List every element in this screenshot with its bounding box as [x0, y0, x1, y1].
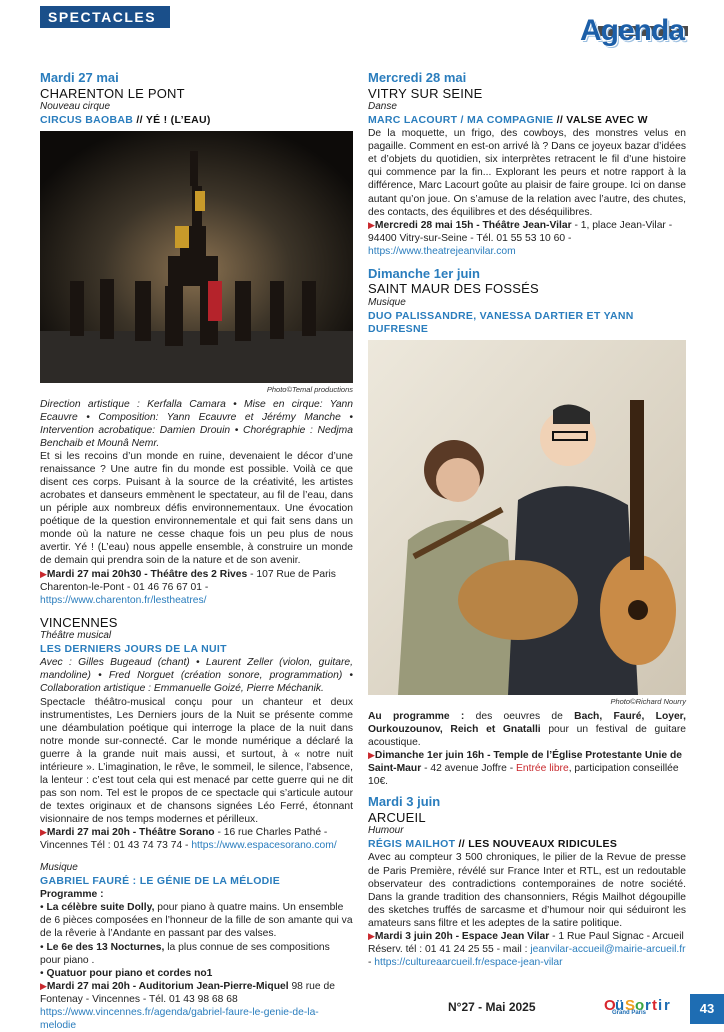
- program-label: Programme :: [40, 889, 104, 901]
- event-derniers-jours: [40, 615, 353, 853]
- event-link[interactable]: https://www.theatrejeanvilar.com: [368, 245, 516, 257]
- event-info: ▶Mardi 27 mai 20h30 - Théâtre des 2 Rives - 107 Rue de Paris Charenton-le-Pont - 01 46 76 67 01 - https://www.charenton.fr/lestheatres/: [40, 568, 336, 606]
- event-duo-palissandre: [368, 266, 686, 788]
- program-item: • Quatuor pour piano et cordes no1: [40, 967, 353, 980]
- event-city: ARCUEIL: [368, 809, 426, 825]
- event-genre: Nouveau cirque: [40, 101, 111, 113]
- event-description: De la moquette, un frigo, des cowboys, des monstres velus en pagaille. Comment en est-on arrivé là ? Dans ce joyeux bazar d’idées et d’objets du quotidien, six interprètes retracent le fil d’une histoire qui commence par la fin... Explorant les peurs et notre rapport à la différence, Marc Lacourt goûte au plaisir de faire groupe. Ici on danse autant qu’on joue. On s’amuse de la relation avec l’autre, des chutes, des contacts, des équilibres et des déséquilibres.: [368, 128, 686, 218]
- event-genre: Musique: [40, 862, 78, 874]
- event-title: MARC LACOURT / MA COMPAGNIE // VALSE AVEC W: [368, 113, 648, 126]
- event-link[interactable]: https://www.espacesorano.com/: [191, 840, 337, 852]
- arrow-icon: ▶: [368, 750, 375, 761]
- event-city: SAINT MAUR DES FOSSÉS: [368, 281, 539, 297]
- page-number: 43: [690, 994, 724, 1024]
- event-info: ▶Mercredi 28 mai 15h - Théâtre Jean-Vilar - 1, place Jean-Vilar - 94400 Vitry-sur-Seine - Tél. 01 55 53 10 60 - https://www.theatrejeanvilar.com: [368, 219, 673, 257]
- event-genre: Danse: [368, 101, 397, 113]
- event-regis-mailhot: [368, 794, 686, 969]
- event-city: VITRY SUR SEINE: [368, 85, 483, 101]
- event-credits: Avec : Gilles Bugeaud (chant) • Laurent Zeller (violon, guitare, mandoline) • Fred Norguet (création sonore, programmation) • Collaboration artistique : Emmanuelle Goizé, Pierre Méchanik.: [40, 657, 353, 695]
- svg-text:r: r: [664, 997, 670, 1014]
- event-title: RÉGIS MAILHOT // LES NOUVEAUX RIDICULES: [368, 838, 618, 851]
- svg-text:o: o: [635, 997, 645, 1014]
- event-circus-baobab: [40, 70, 353, 607]
- event-info: ▶Mardi 3 juin 20h - Espace Jean Vilar - 1 Rue Paul Signac - Arcueil Réserv. tél : 01 41 24 25 55 - mail : jeanvilar-accueil@mairie-arcueil.fr - https://cultureaarcueil.fr/espace-jean-vilar: [368, 930, 686, 968]
- program-list: [40, 901, 353, 979]
- event-link[interactable]: https://cultureaarcueil.fr/espace-jean-vilar: [374, 956, 563, 968]
- event-info: ▶Mardi 27 mai 20h - Auditorium Jean-Pierre-Miquel 98 rue de Fontenay - Vincennes - Tél. 01 43 98 68 68 https://www.vincennes.fr/agenda/gabriel-faure-le-genie-de-la-melodie: [40, 980, 335, 1031]
- event-genre: Humour: [368, 825, 404, 837]
- event-title: LES DERNIERS JOURS DE LA NUIT: [40, 643, 227, 655]
- event-genre: Théâtre musical: [40, 630, 112, 642]
- duo-photo: [368, 340, 686, 695]
- event-description: Et si les recoins d’un monde en ruine, devenaient le décor d’une renaissance ? Une autre fin du monde est possible. Voilà ce que disent ces corps. Puisant à la source de la créativité, les artistes acrobates et danseurs emmènent le spectateur, au fil de l’eau, dans un périple aux nombreux défis environnementaux. Une évocation poétique de la question environnementale et qui fait sens dans un monde où la nature ne cesse chaque fois un peu plus de nous avertir. Yé ! (L’eau) nous appelle ensemble, à construire un monde de demain qui prendra soin de la nature et de son avenir.: [40, 450, 353, 567]
- arrow-icon: ▶: [368, 930, 375, 941]
- agenda-logo: [580, 10, 688, 46]
- svg-text:r: r: [645, 997, 651, 1014]
- event-description: Avec au compteur 3 500 chroniques, le pilier de la Revue de presse de Paris Première, révélé sur France Inter et RTL, est un redoutable observateur des contradictions contemporaines de notre société. Dans la grande tradition des chansonniers, Régis Mailhot dégoupille des sketches truffés de sarcasme et d’humour noir qui séduiront les amateurs sans filtre et les adeptes de la satire politique.: [368, 852, 686, 929]
- event-date: Mardi 3 juin: [368, 794, 441, 810]
- event-title: GABRIEL FAURÉ : LE GÉNIE DE LA MÉLODIE: [40, 874, 281, 887]
- event-title: DUO PALISSANDRE, VANESSA DARTIER ET YANN DUFRESNE: [368, 309, 634, 336]
- section-header: SPECTACLES: [40, 6, 170, 28]
- event-city: CHARENTON LE PONT: [40, 85, 185, 101]
- arrow-icon: ▶: [40, 980, 47, 991]
- event-marc-lacourt: [368, 70, 686, 258]
- logo-subtitle: Grand Paris: [612, 1010, 647, 1016]
- arrow-icon: ▶: [40, 827, 47, 838]
- photo-credit: Photo©Temal productions: [266, 385, 353, 395]
- event-info: ▶Mardi 27 mai 20h - Théâtre Sorano - 16 rue Charles Pathé - Vincennes Tél : 01 43 74 73 74 - https://www.espacesorano.com/: [40, 827, 337, 852]
- program-item: • Le 6e des 13 Nocturnes, la plus connue de ses compositions pour piano .: [40, 941, 353, 967]
- event-genre: Musique: [368, 297, 406, 309]
- event-city: VINCENNES: [40, 614, 118, 630]
- photo-credit: Photo©Richard Nourry: [610, 697, 686, 707]
- arrow-icon: ▶: [40, 568, 47, 579]
- magazine-logo: [604, 996, 676, 1018]
- event-mail[interactable]: jeanvilar-accueil@mairie-arcueil.fr: [530, 943, 686, 955]
- svg-text:i: i: [658, 997, 663, 1014]
- svg-text:t: t: [652, 997, 657, 1014]
- event-credits: Direction artistique : Kerfalla Camara • Mise en cirque: Yann Ecauvre • Composition: Yann Ecauvre et Jérémy Manche • Intervention acrobatique: Damien Drouin • Chorégraphie : Nedjma Benchaib et Mounâ Nemr.: [40, 398, 353, 449]
- event-link[interactable]: https://www.vincennes.fr/agenda/gabriel-faure-le-genie-de-la-melodie: [40, 1006, 319, 1031]
- event-link[interactable]: https://www.charenton.fr/lestheatres/: [40, 594, 207, 606]
- event-gabriel-faure: [40, 862, 353, 1032]
- event-info: ▶Dimanche 1er juin 16h - Temple de l’Église Protestante Unie de Saint-Maur - 42 avenue Joffre - Entrée libre, participation conseillée 10€.: [368, 750, 683, 788]
- arrow-icon: ▶: [368, 219, 375, 230]
- event-date: Dimanche 1er juin: [368, 265, 480, 281]
- circus-photo: [40, 131, 353, 383]
- event-description: Spectacle théâtro-musical conçu pour un chanteur et deux instrumentistes, Les Derniers jours de la Nuit se présente comme une déambulation poétique qui interroge la place de la nuit dans notre monde sur-connecté. Car le monde numérique a déclaré la guerre à la grande nuit mais aussi, et surtout, à « notre nuit intérieure ». L’imagination, le rêve, le sommeil, le silence, l’absence, la lenteur : c’est tout cela qui est menacé par cette guerre qui ne dit pas son nom. Tel est le propos de ce spectacle qui s’articule autour de textes originaux et de chansons signées Léo Ferré, étonnant visionnaire de nos temps modernes et périlleux.: [40, 696, 353, 826]
- event-date: Mardi 27 mai: [40, 70, 119, 85]
- left-column: [40, 70, 353, 1032]
- program-item: • La célèbre suite Dolly, pour piano à quatre mains. Un ensemble de 6 pièces composées en l’honneur de la fille de son amante qui va de la rêverie à l’Andante en passant par des valses.: [40, 901, 353, 940]
- event-date: Mercredi 28 mai: [368, 70, 467, 85]
- event-title: CIRCUS BAOBAB // YÉ ! (L’EAU): [40, 113, 211, 126]
- agenda-wordmark: Agenda: [580, 14, 685, 47]
- right-column: [368, 70, 686, 969]
- event-program: Au programme : des oeuvres de Bach, Fauré, Loyer, Ourkouzounov, Reich et Gnatalli pour un festival de guitare acoustique.: [368, 710, 686, 748]
- svg-text:O: O: [604, 997, 616, 1014]
- svg-text:ü: ü: [615, 997, 625, 1014]
- svg-text:S: S: [625, 997, 636, 1014]
- issue-number: N°27 - Mai 2025: [448, 1000, 536, 1014]
